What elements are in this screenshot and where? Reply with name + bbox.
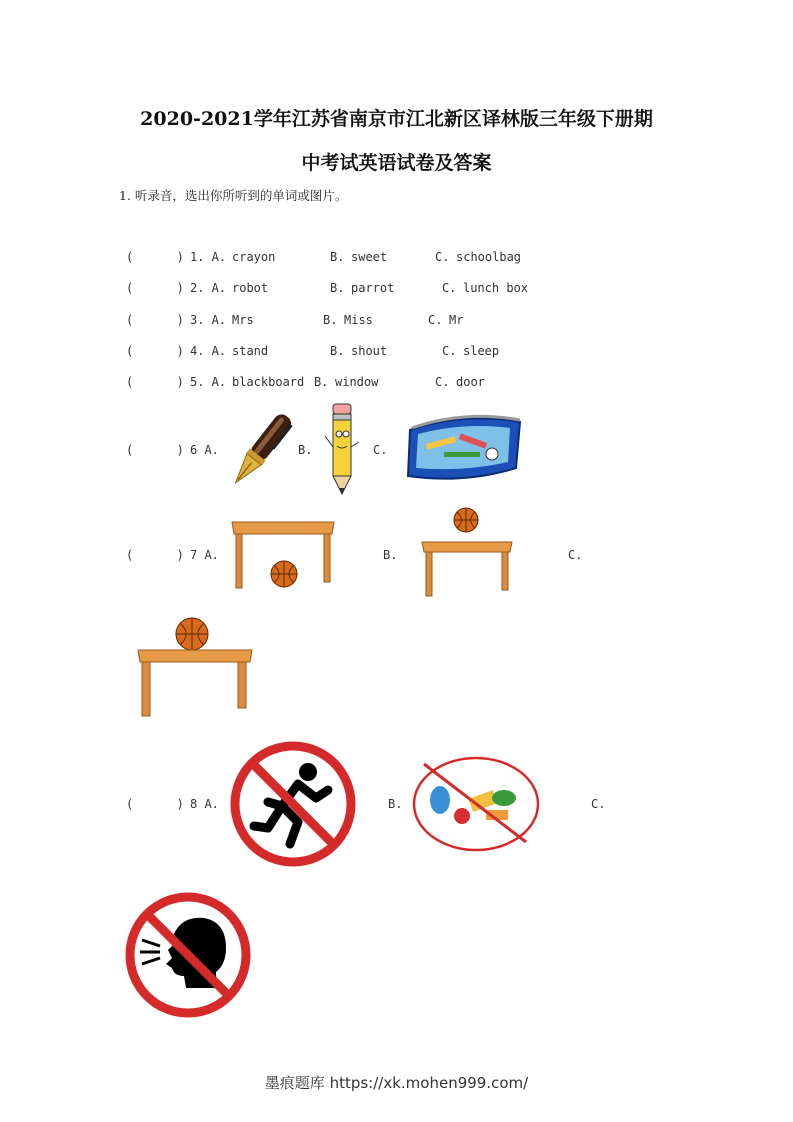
ball-above-desk bbox=[418, 506, 516, 600]
q5-option-b-label: B. bbox=[314, 375, 329, 389]
footer-watermark: 墨痕题库 https://xk.mohen999.com/ bbox=[264, 1074, 529, 1092]
q5-option-c-label: C. bbox=[435, 375, 450, 389]
q4-option-c: sleep bbox=[463, 344, 500, 358]
q5-option-c: door bbox=[456, 375, 485, 389]
q2-option-b-label: B. bbox=[330, 281, 345, 295]
q3-option-b-label: B. bbox=[323, 313, 338, 327]
q3-option-b: Miss bbox=[344, 313, 373, 327]
ball-on-desk bbox=[134, 614, 256, 718]
q6-option-c: C. bbox=[373, 443, 388, 457]
doc-title-line2: 中考试英语试卷及答案 bbox=[301, 152, 492, 174]
q1-option-b: sweet bbox=[351, 250, 388, 264]
pencil-case-picture bbox=[404, 410, 524, 486]
q3-number: 3. A. bbox=[190, 313, 227, 327]
q7-option-c: C. bbox=[568, 548, 583, 562]
no-littering-sign bbox=[410, 754, 542, 854]
q3-option-c-label: C. bbox=[428, 313, 443, 327]
q1-option-a: crayon bbox=[232, 250, 276, 264]
q5-option-b: window bbox=[335, 375, 379, 389]
q4-option-b-label: B. bbox=[330, 344, 345, 358]
q6-paren: ( ) bbox=[126, 443, 184, 457]
q8-number: 8 A. bbox=[190, 797, 219, 811]
q4-option-a: stand bbox=[232, 344, 269, 358]
q3-option-c: Mr bbox=[449, 313, 464, 327]
no-shouting-sign bbox=[122, 890, 254, 1020]
q3-paren: ( ) bbox=[126, 313, 184, 327]
q2-option-a: robot bbox=[232, 281, 269, 295]
q2-option-b: parrot bbox=[351, 281, 395, 295]
q1-paren: ( ) bbox=[126, 250, 184, 264]
pen-picture bbox=[225, 405, 295, 495]
pencil-picture bbox=[322, 402, 364, 498]
q2-option-c: lunch box bbox=[463, 281, 529, 295]
q1-option-c-label: C. bbox=[435, 250, 450, 264]
doc-title-line1: 2020-2021学年江苏省南京市江北新区译林版三年级下册期 bbox=[140, 108, 653, 130]
q7-number: 7 A. bbox=[190, 548, 219, 562]
q5-paren: ( ) bbox=[126, 375, 184, 389]
q6-option-b: B. bbox=[298, 443, 313, 457]
instruction: 1. 听录音，选出你所听到的单词或图片。 bbox=[119, 188, 348, 203]
q4-option-c-label: C. bbox=[442, 344, 457, 358]
q1-option-b-label: B. bbox=[330, 250, 345, 264]
q3-option-a: Mrs bbox=[232, 313, 254, 327]
q8-option-c: C. bbox=[591, 797, 606, 811]
q8-paren: ( ) bbox=[126, 797, 184, 811]
q2-paren: ( ) bbox=[126, 281, 184, 295]
no-running-sign bbox=[228, 740, 358, 868]
q7-paren: ( ) bbox=[126, 548, 184, 562]
q4-number: 4. A. bbox=[190, 344, 227, 358]
q2-number: 2. A. bbox=[190, 281, 227, 295]
q5-number: 5. A. bbox=[190, 375, 227, 389]
q5-option-a: blackboard bbox=[232, 375, 305, 389]
q4-paren: ( ) bbox=[126, 344, 184, 358]
q6-number: 6 A. bbox=[190, 443, 219, 457]
ball-under-desk bbox=[228, 518, 338, 590]
q4-option-b: shout bbox=[351, 344, 388, 358]
q8-option-b: B. bbox=[388, 797, 403, 811]
q1-number: 1. A. bbox=[190, 250, 227, 264]
q7-option-b: B. bbox=[383, 548, 398, 562]
q2-option-c-label: C. bbox=[442, 281, 457, 295]
q1-option-c: schoolbag bbox=[456, 250, 522, 264]
